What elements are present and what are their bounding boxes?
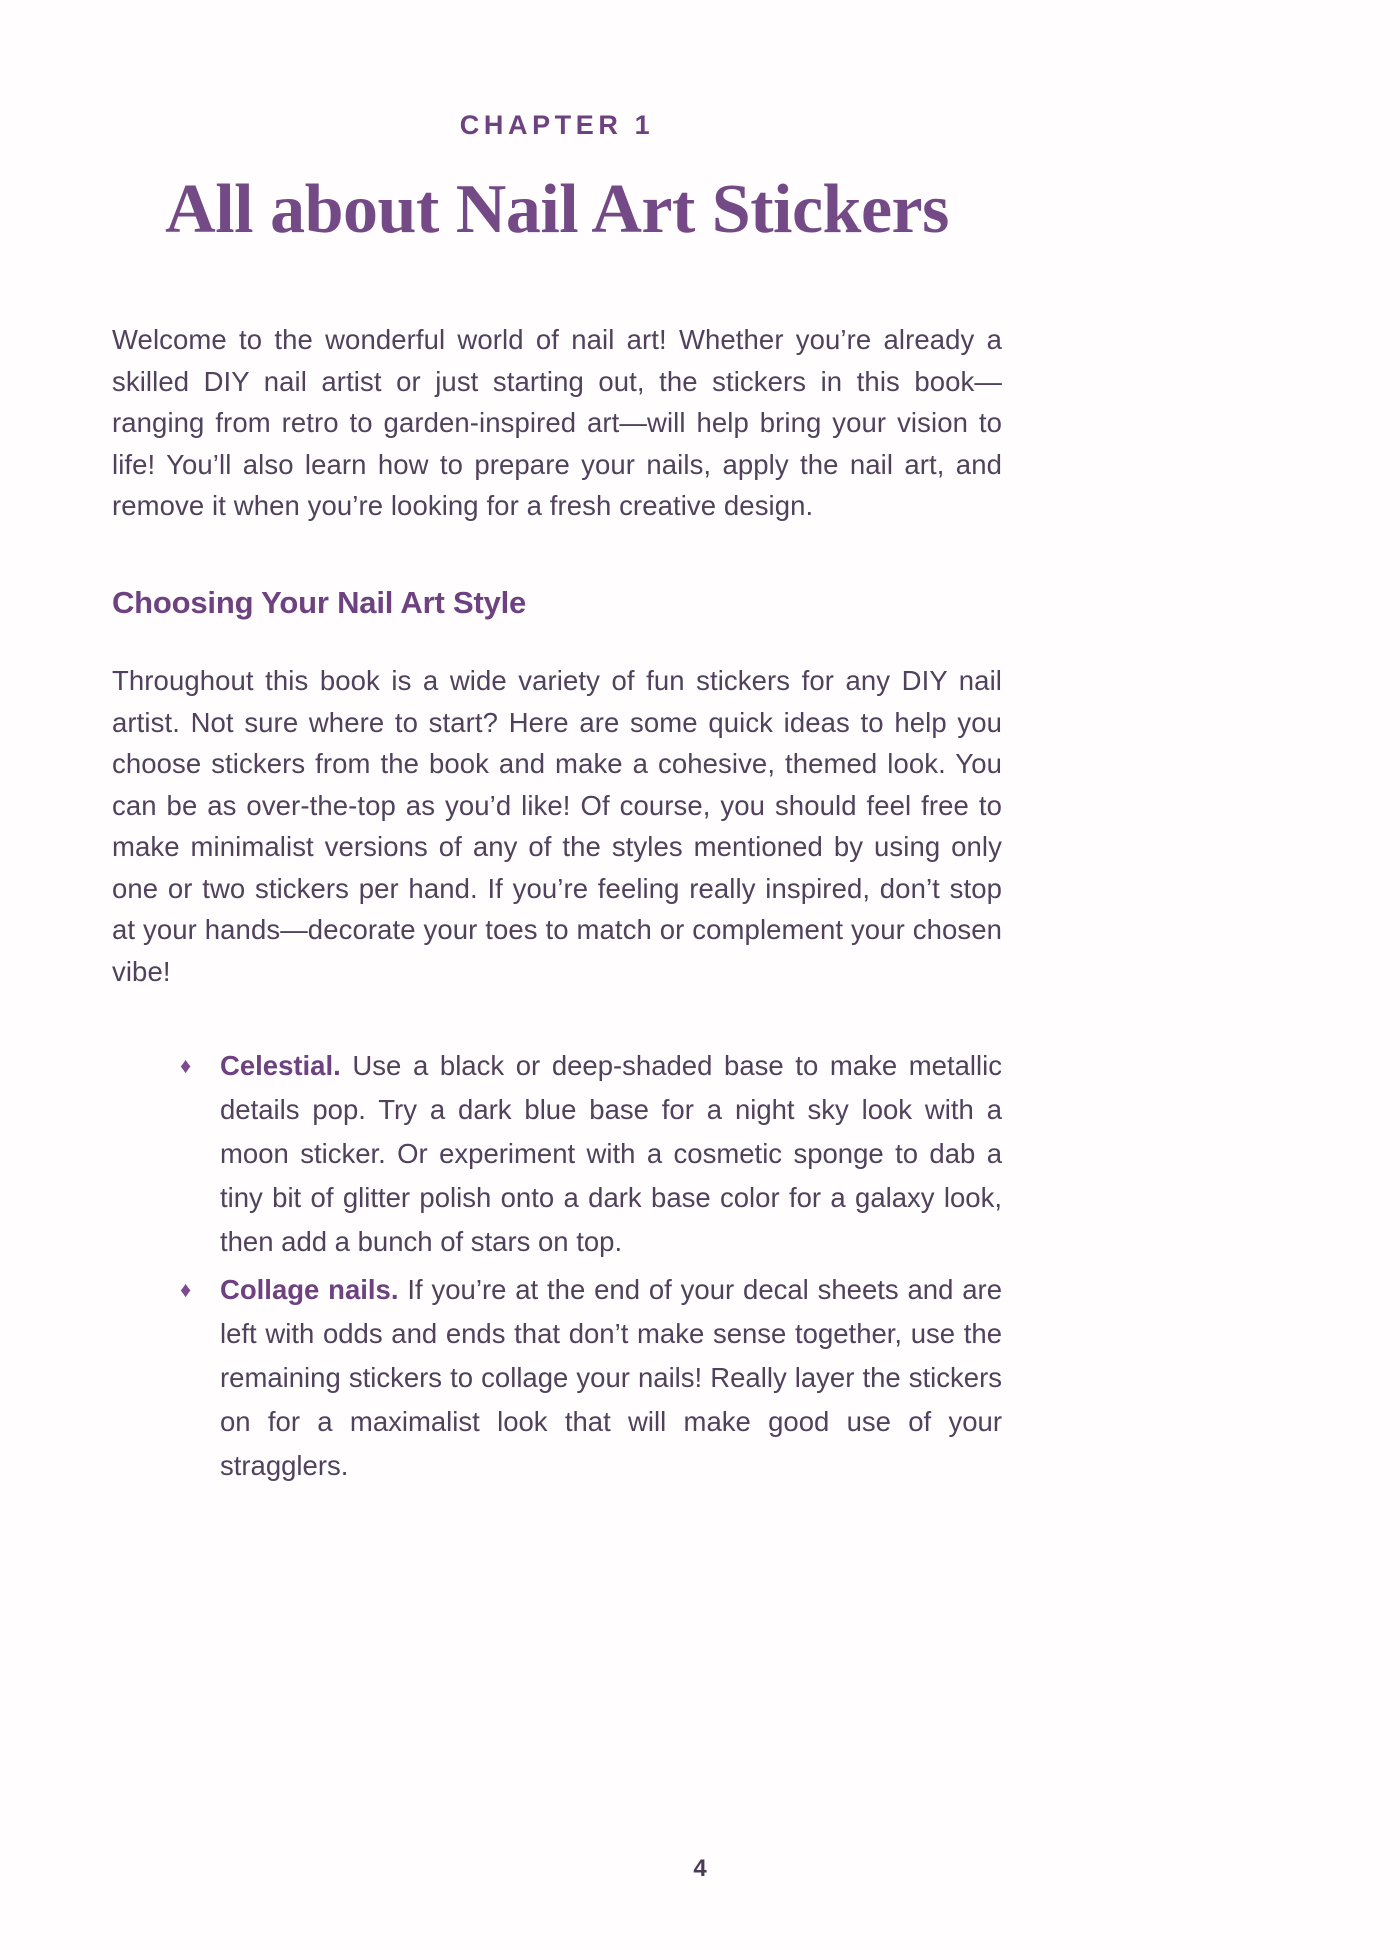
- style-ideas-list: [112, 1044, 1002, 1488]
- list-item: [112, 1268, 1002, 1488]
- diamond-bullet-icon: ♦: [180, 1053, 192, 1079]
- section-heading: Choosing Your Nail Art Style: [112, 584, 527, 620]
- diamond-bullet-icon: ♦: [180, 1277, 192, 1303]
- list-item-text: If you’re at the end of your decal sheets and are left with odds and ends that don’t make sense together, use the remaining stickers to collage your nails! Really layer the stickers on for a maximalist look that will make good use of your stragglers.: [220, 1274, 1002, 1482]
- chapter-label: CHAPTER 1: [459, 110, 655, 140]
- list-item: [112, 1044, 1002, 1264]
- page-number: 4: [693, 1855, 707, 1882]
- list-item-lead: Collage nails.: [220, 1274, 399, 1306]
- list-item-text: Use a black or deep-shaded base to make metallic details pop. Try a dark blue base for a night sky look with a moon sticker. Or experiment with a cosmetic sponge to dab a tiny bit of glitter polish onto a dark base color for a galaxy look, then add a bunch of stars on top.: [220, 1050, 1002, 1258]
- list-item-lead: Celestial.: [220, 1050, 341, 1082]
- page-title: All about Nail Art Stickers: [165, 171, 949, 248]
- section-paragraph: Throughout this book is a wide variety of fun stickers for any DIY nail artist. Not sure where to start? Here are some quick ideas to help you choose stickers from the book and make a cohesive, themed look. You can be as over-the-top as you’d like! Of course, you should feel free to make minimalist versions of any of the styles mentioned by using only one or two stickers per hand. If you’re feeling really inspired, don’t stop at your hands—decorate your toes to match or complement your chosen vibe!: [112, 665, 1002, 987]
- intro-paragraph: Welcome to the wonderful world of nail art! Whether you’re already a skilled DIY nail artist or just starting out, the stickers in this book—ranging from retro to garden-inspired art—will help bring your vision to life! You’ll also learn how to prepare your nails, apply the nail art, and remove it when you’re looking for a fresh creative design.: [112, 324, 1002, 522]
- page-content-column: [112, 0, 1002, 1492]
